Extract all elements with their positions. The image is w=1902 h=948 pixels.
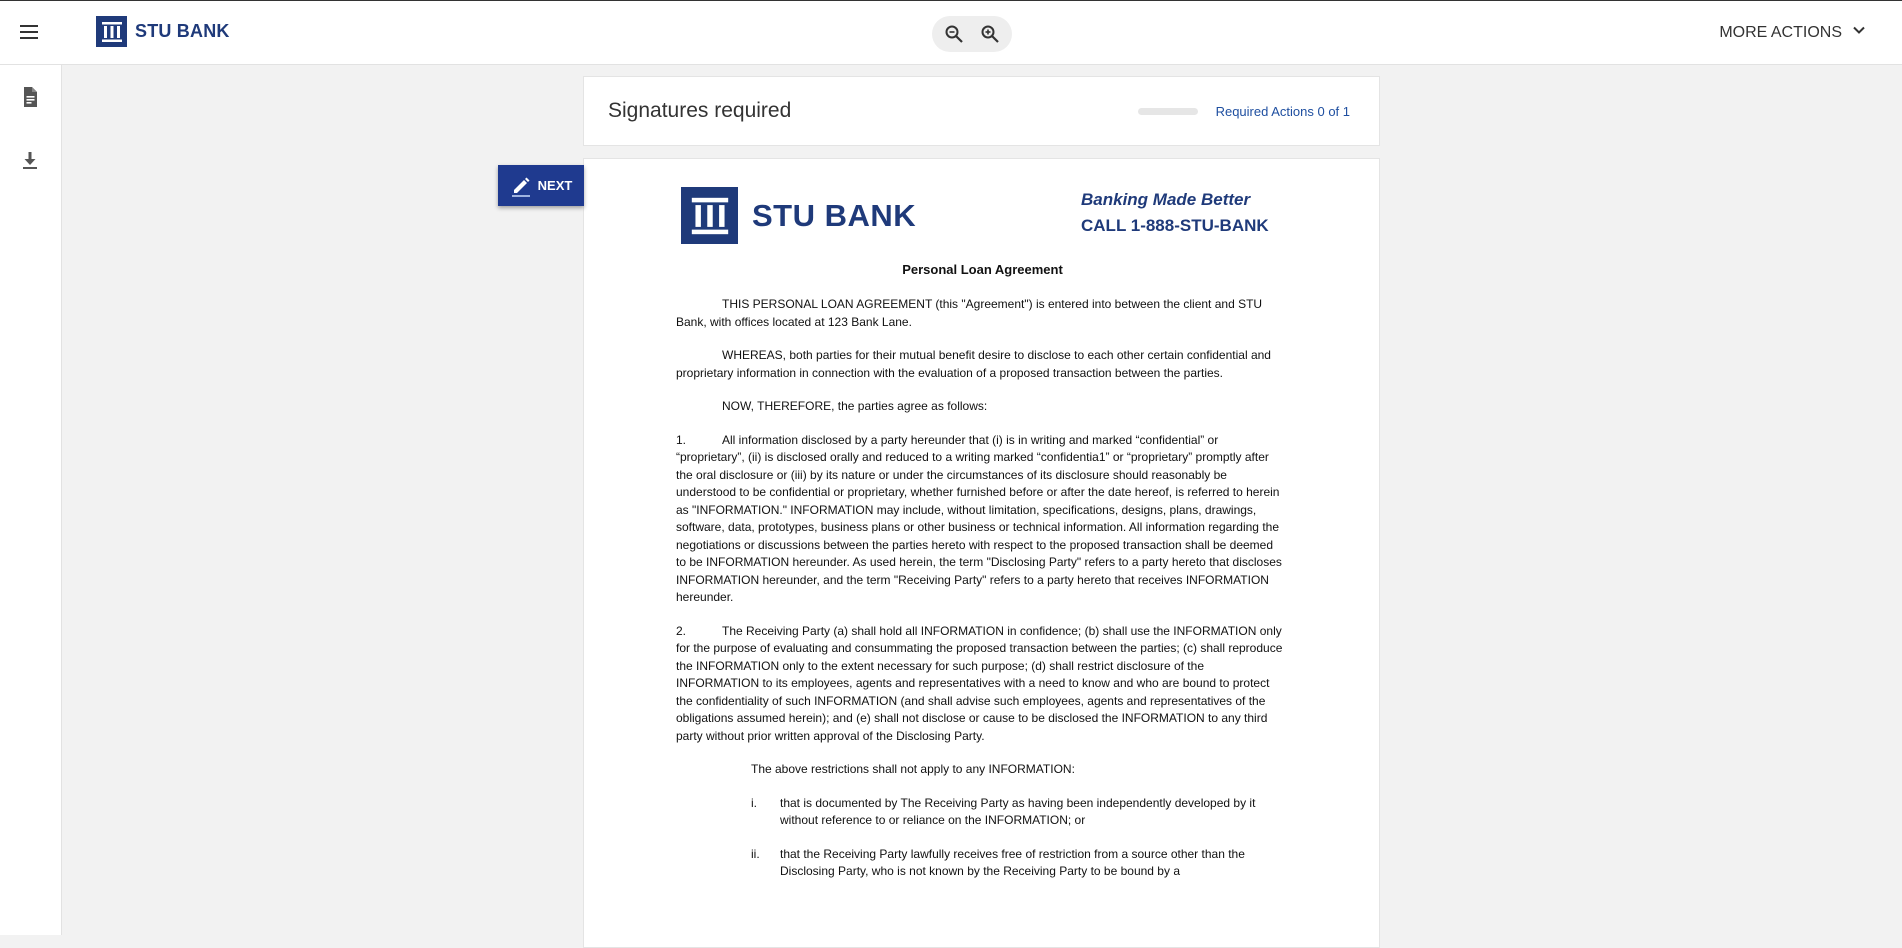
restriction-item [676, 795, 1286, 830]
brand-logo[interactable] [96, 16, 230, 47]
document-logo [681, 187, 916, 244]
panel-title: Signatures required [608, 99, 792, 122]
tagline-phone: CALL 1-888-STU-BANK [1081, 216, 1269, 235]
tagline-slogan: Banking Made Better [1081, 190, 1251, 209]
document-icon[interactable] [18, 85, 42, 109]
bank-logo-icon [681, 187, 738, 244]
top-bar [0, 0, 1902, 65]
chevron-down-icon [1852, 23, 1866, 42]
pen-icon [510, 175, 532, 197]
progress-bar [1138, 108, 1198, 115]
document-body [676, 296, 1286, 881]
item-text: that is documented by The Receiving Party as having been independently developed by it without reference to or reliance on the INFORMATION; or [780, 795, 1256, 827]
paragraph-whereas: WHEREAS, both parties for their mutual benefit desire to disclose to each other certain confidential and proprietary information in connection with the evaluation of a proposed transaction between the parties. [676, 348, 1271, 380]
next-button[interactable] [498, 165, 584, 206]
item-number: i. [751, 795, 757, 810]
paragraph-intro: THIS PERSONAL LOAN AGREEMENT (this "Agreement") is entered into between the client and STU Bank, with offices located at 123 Bank Lane. [676, 297, 1263, 329]
item-text: that the Receiving Party lawfully receives free of restriction from a source other than the Disclosing Party, who is not known by the Receiving Party to be bound by a [780, 846, 1245, 878]
brand-name: STU BANK [135, 21, 230, 41]
restriction-item [676, 846, 1286, 881]
download-icon[interactable] [18, 148, 42, 172]
section-text: The Receiving Party (a) shall hold all INFORMATION in confidence; (b) shall use the INFORMATION only for the purpose of evaluating and consummating the proposed transaction between the parties; (c) shall reproduce the INFORMATION only to the extent necessary for such purpose; (d) shall restrict disclosure of the INFORMATION to its employees, agents and representatives with a need to know and who are bound to protect the confidentiality of such INFORMATION (and shall advise such employees, agents and representatives of the obligations assumed herein); and (e) shall not disclose or cause to be disclosed the INFORMATION to any third party without prior written approval of the Disclosing Party. [676, 623, 1283, 743]
zoom-controls [932, 16, 1012, 52]
hamburger-icon[interactable] [18, 21, 42, 45]
paragraph-therefore: NOW, THEREFORE, the parties agree as follows: [722, 399, 988, 413]
item-number: ii. [751, 846, 760, 861]
section-1 [676, 432, 1286, 607]
next-label: NEXT [537, 178, 573, 193]
paragraph-restrictions: The above restrictions shall not apply to any INFORMATION: [751, 762, 1075, 776]
document-page [583, 158, 1380, 948]
section-text: All information disclosed by a party hereunder that (i) is in writing and marked “confidential” or “proprietary”, (ii) is disclosed orally and reduced to a writing marked “confidentia1” or “proprietary” promptly after the oral disclosure or (iii) by its nature or under the circumstances of its disclosure should reasonably be understood to be confidential or proprietary, whether furnished before or after the date hereof, is referred to herein as "INFORMATION." INFORMATION may include, without limitation, specifications, designs, plans, drawings, software, data, prototypes, business plans or other business or technical information. All information regarding the negotiations or discussions between the parties hereto with respect to the proposed transaction shall be deemed to be INFORMATION hereunder. As used herein, the term "Disclosing Party" refers to a party hereto that discloses INFORMATION hereunder, and the term "Receiving Party" refers to a party hereto that receives INFORMATION hereunder. [676, 432, 1282, 604]
document-brand-name: STU BANK [752, 197, 917, 233]
zoom-out-icon[interactable] [940, 20, 968, 48]
section-number: 2. [676, 623, 687, 638]
more-actions-button[interactable] [1719, 23, 1866, 42]
bank-logo-icon [96, 16, 127, 47]
zoom-in-icon[interactable] [976, 20, 1004, 48]
signatures-panel [583, 76, 1380, 146]
left-sidebar [0, 65, 62, 935]
document-tagline [1081, 187, 1269, 239]
document-title: Personal Loan Agreement [902, 262, 1063, 277]
more-actions-label: MORE ACTIONS [1719, 23, 1842, 41]
section-number: 1. [676, 432, 687, 447]
section-2 [676, 623, 1286, 746]
required-actions-link[interactable]: Required Actions 0 of 1 [1215, 104, 1350, 119]
